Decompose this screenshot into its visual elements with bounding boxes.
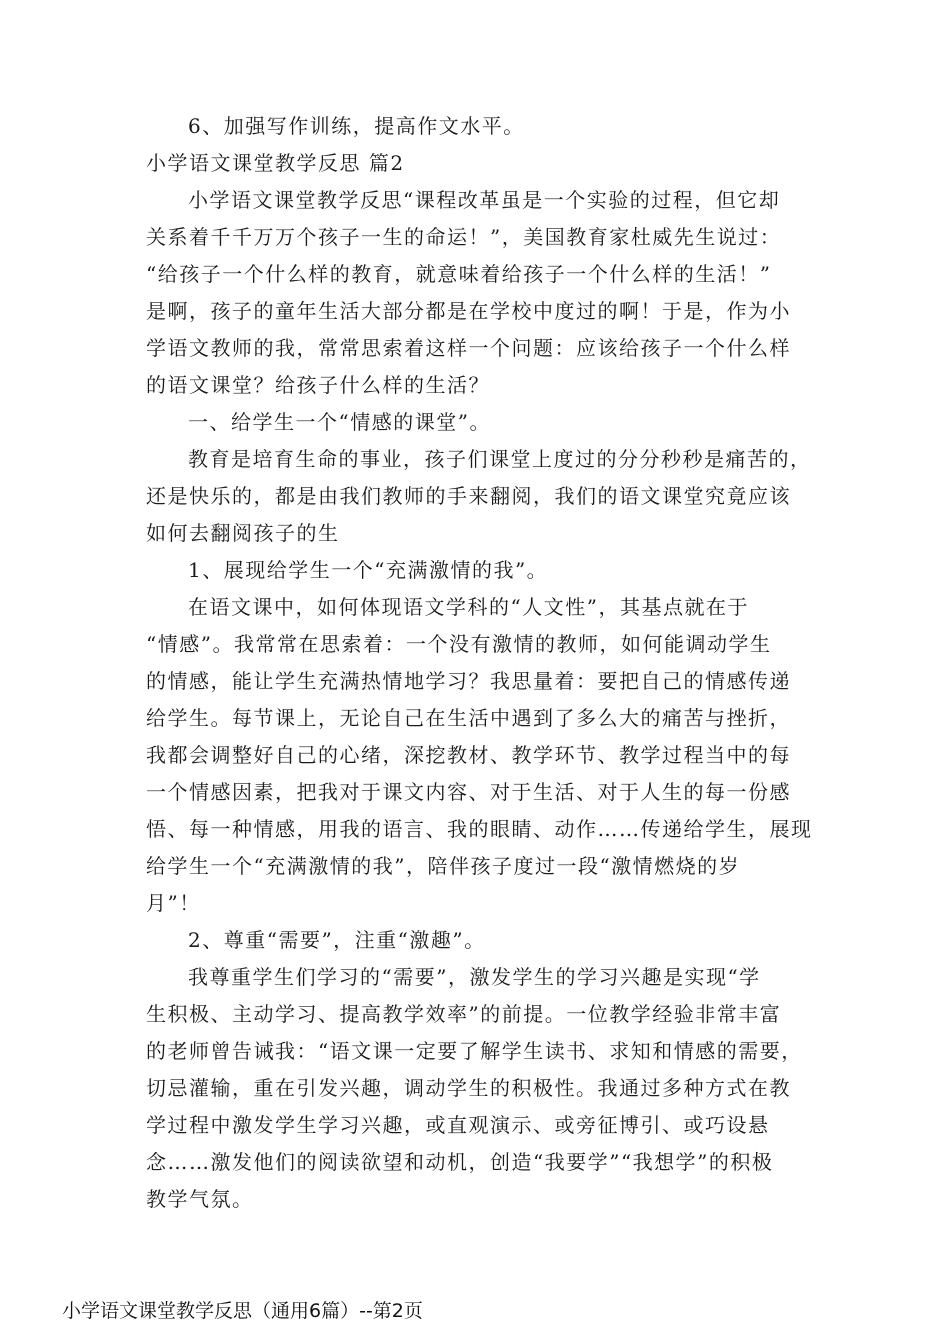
paragraph	[146, 108, 836, 145]
text-line: 的情感，能让学生充满热情地学习？我思量着：要把自己的情感传递	[146, 669, 791, 693]
text-line: 念……激发他们的阅读欲望和动机，创造“我要学”“我想学”的积极	[146, 1150, 774, 1174]
text-line: 2、尊重“需要”，注重“激趣”。	[188, 928, 486, 952]
document-body	[146, 108, 836, 1218]
text-line: 小学语文课堂教学反思 篇2	[146, 151, 405, 175]
text-line: 关系着千千万万个孩子一生的命运！”，美国教育家杜威先生说过：	[146, 225, 782, 249]
paragraph	[146, 922, 836, 959]
text-line: 给学生一个“充满激情的我”，陪伴孩子度过一段“激情燃烧的岁	[146, 854, 741, 878]
text-line: 如何去翻阅孩子的生	[146, 521, 340, 545]
paragraph	[146, 589, 836, 922]
text-line: 我都会调整好自己的心绪，深挖教材、教学环节、教学过程当中的每	[146, 743, 791, 767]
text-line: 切忌灌输，重在引发兴趣，调动学生的积极性。我通过多种方式在教	[146, 1076, 791, 1100]
text-line: 一个情感因素，把我对于课文内容、对于生活、对于人生的每一份感	[146, 780, 791, 804]
text-line: 是啊，孩子的童年生活大部分都是在学校中度过的啊！于是，作为小	[146, 299, 791, 323]
paragraph	[146, 182, 836, 404]
text-line: 我尊重学生们学习的“需要”，激发学生的学习兴趣是实现“学	[188, 965, 761, 989]
text-line: 小学语文课堂教学反思“课程改革虽是一个实验的过程，但它却	[188, 188, 781, 212]
text-line: 给学生。每节课上，无论自己在生活中遇到了多么大的痛苦与挫折，	[146, 706, 791, 730]
paragraph	[146, 145, 836, 182]
text-line: 还是快乐的，都是由我们教师的手来翻阅，我们的语文课堂究竟应该	[146, 484, 791, 508]
text-line: 6、加强写作训练，提高作文水平。	[188, 114, 525, 138]
text-line: 学语文教师的我，常常思索着这样一个问题：应该给孩子一个什么样	[146, 336, 791, 360]
paragraph	[146, 441, 836, 552]
text-line: “给孩子一个什么样的教育，就意味着给孩子一个什么样的生活！”	[146, 262, 772, 286]
text-line: 的老师曾告诫我：“语文课一定要了解学生读书、求知和情感的需要，	[146, 1039, 803, 1063]
text-line: 一、给学生一个“情感的课堂”。	[188, 410, 491, 434]
text-line: 在语文课中，如何体现语文学科的“人文性”，其基点就在于	[188, 595, 749, 619]
text-line: 悟、每一种情感，用我的语言、我的眼睛、动作……传递给学生，展现	[146, 817, 813, 841]
text-line: 教学气氛。	[146, 1187, 254, 1211]
paragraph	[146, 404, 836, 441]
text-line: 学过程中激发学生学习兴趣，或直观演示、或旁征博引、或巧设悬	[146, 1113, 770, 1137]
paragraph	[146, 552, 836, 589]
text-line: 的语文课堂？给孩子什么样的生活？	[146, 373, 490, 397]
page-footer: 小学语文课堂教学反思（通用6篇）--第2页	[62, 1300, 423, 1322]
text-line: 教育是培育生命的事业，孩子们课堂上度过的分分秒秒是痛苦的，	[188, 447, 812, 471]
text-line: 月”！	[146, 891, 201, 915]
text-line: 生积极、主动学习、提高教学效率”的前提。一位教学经验非常丰富	[146, 1002, 782, 1026]
text-line: 1、展现给学生一个“充满激情的我”。	[188, 558, 549, 582]
text-line: “情感”。我常常在思索着：一个没有激情的教师，如何能调动学生	[146, 632, 772, 656]
paragraph	[146, 959, 836, 1218]
